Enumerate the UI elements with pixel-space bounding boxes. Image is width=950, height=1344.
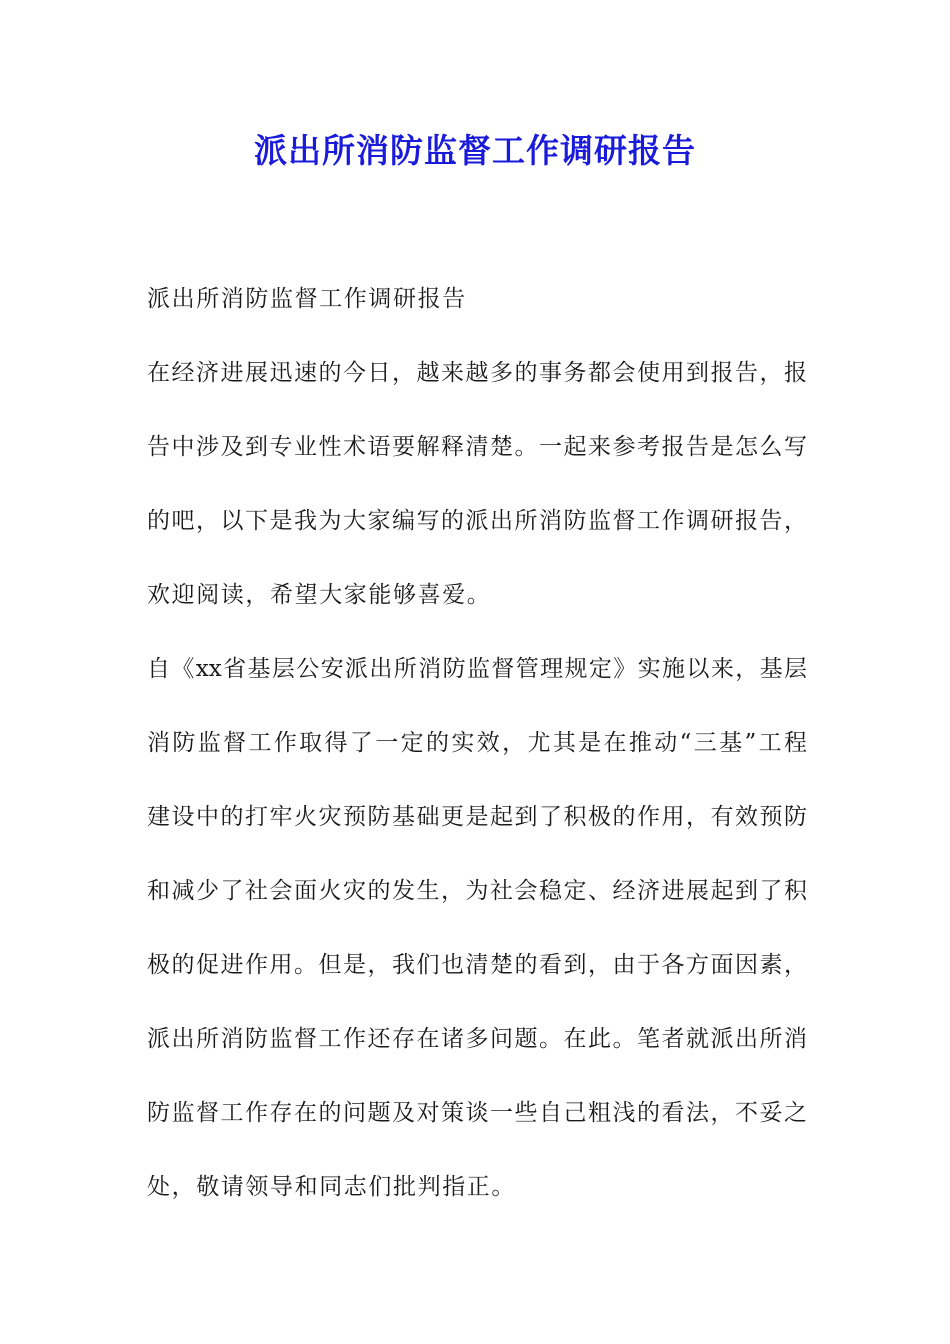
document-title: 派出所消防监督工作调研报告 xyxy=(254,131,696,170)
paragraph-line: 告中涉及到专业性术语要解释清楚。一起来参考报告是怎么写 xyxy=(147,434,807,460)
paragraph-line: 派出所消防监督工作还存在诸多问题。在此。笔者就派出所消 xyxy=(147,1026,807,1052)
paragraph-line: 和减少了社会面火灾的发生，为社会稳定、经济进展起到了积 xyxy=(147,878,807,904)
paragraph-line: 在经济进展迅速的今日，越来越多的事务都会使用到报告，报 xyxy=(147,360,807,386)
paragraph-line: 自《xx省基层公安派出所消防监督管理规定》实施以来，基层 xyxy=(147,656,807,682)
document-body xyxy=(147,262,807,1224)
paragraph-line: 消防监督工作取得了一定的实效，尤其是在推动“三基”工程 xyxy=(147,730,807,756)
paragraph-line: 防监督工作存在的问题及对策谈一些自己粗浅的看法，不妥之 xyxy=(147,1100,807,1126)
paragraph-line: 建设中的打牢火灾预防基础更是起到了积极的作用，有效预防 xyxy=(147,804,807,830)
paragraph-line: 处，敬请领导和同志们批判指正。 xyxy=(147,1174,516,1200)
paragraph-line: 极的促进作用。但是，我们也清楚的看到，由于各方面因素， xyxy=(147,952,807,978)
paragraph-line: 欢迎阅读，希望大家能够喜爱。 xyxy=(147,582,492,608)
paragraph-line: 的吧，以下是我为大家编写的派出所消防监督工作调研报告， xyxy=(147,508,807,534)
subtitle-line: 派出所消防监督工作调研报告 xyxy=(147,286,467,312)
